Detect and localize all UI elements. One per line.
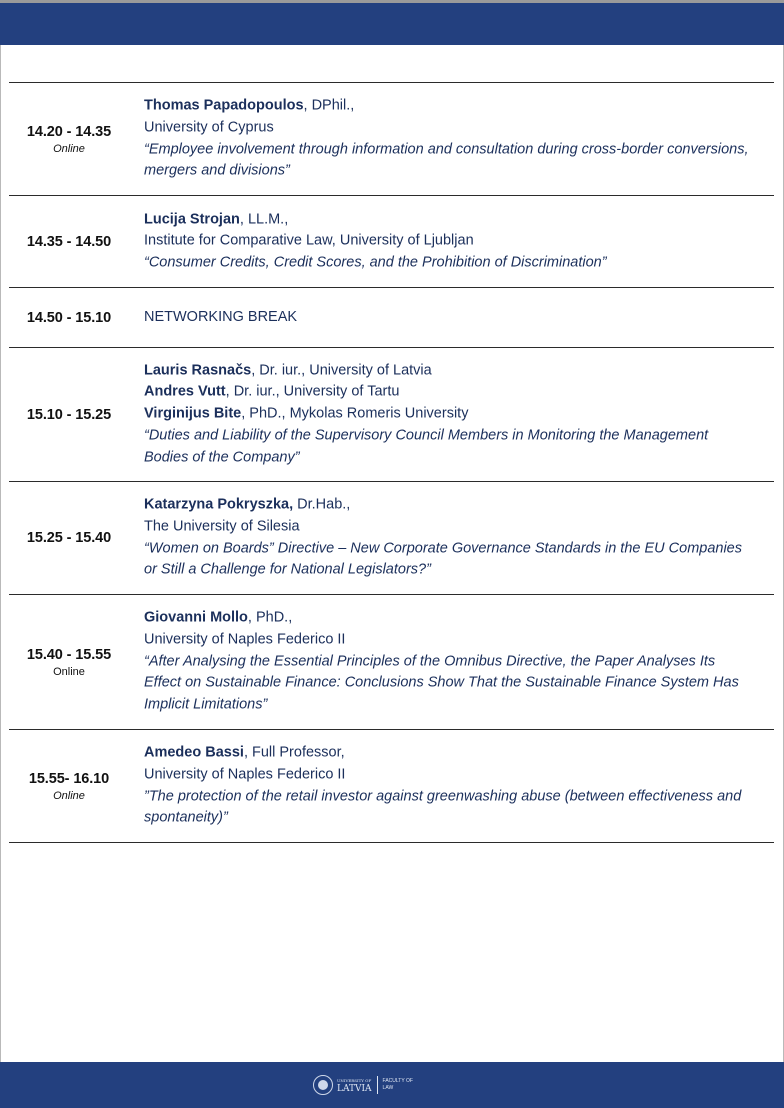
mode-label: Online [53,665,85,678]
speaker-credentials: , LL.M., [239,210,289,227]
time-cell [9,288,129,347]
affiliation: University of Cyprus [144,119,274,136]
schedule-row [9,348,774,482]
speaker-name: Katarzyna Pokryszka, [144,496,294,513]
speaker-name: Andres Vutt [144,383,226,400]
header-band [0,0,784,45]
schedule-row [9,288,774,348]
speaker-credentials: , PhD., [247,609,293,626]
schedule-table [9,82,774,843]
mode-label: Online [53,142,85,155]
speaker-credentials: Dr.Hab., [293,496,351,513]
time-cell [9,730,129,842]
time-cell [9,348,129,481]
session-details [144,307,756,329]
talk-title: “After Analysing the Essential Principles of the Omnibus Directive, the Paper Analyses Its Effect on Sustainable Finance: Conclusions Show That the Sustainable Finance System Has Implicit Limitations” [144,653,739,713]
session-details [144,209,756,274]
talk-title: “Employee involvement through information and consultation during cross-border conversions, mergers and divisions” [144,141,749,179]
speaker-name: Lucija Strojan [144,210,240,227]
talk-title: “Duties and Liability of the Supervisory Council Members in Monitoring the Management Bodies of the Company” [144,427,709,466]
speaker-credentials: , Full Professor, [243,744,345,761]
speaker-name: Amedeo Bassi [144,744,244,761]
time-cell [9,83,129,195]
session-details [144,360,756,469]
mode-label: Online [53,789,85,802]
time-cell [9,482,129,594]
university-logo [313,1071,428,1099]
speaker-name: Lauris Rasnačs [144,362,252,379]
session-details [144,95,756,182]
session-details [144,608,756,717]
affiliation: Institute for Comparative Law, University of Ljubljan [144,232,474,249]
time-slot: 14.20 - 14.35 [26,123,112,140]
logo-name: LATVIA [337,1084,372,1094]
faculty-line-1: FACULTY OF [382,1078,413,1084]
speaker-credentials: , Dr. iur., University of Latvia [251,362,432,379]
speaker-name: Giovanni Mollo [144,609,248,626]
speaker-name: Thomas Papadopoulos [144,97,304,114]
time-slot: 14.50 - 15.10 [26,309,112,326]
affiliation: University of Naples Federico II [144,631,346,648]
talk-title: “Women on Boards” Directive – New Corporate Governance Standards in the EU Companies or Still a Challenge for National Legislators?” [144,540,742,578]
time-slot: 15.40 - 15.55 [26,646,112,663]
schedule-row [9,83,774,196]
time-cell [9,595,129,729]
time-slot: 14.35 - 14.50 [26,233,112,250]
faculty-line-2: LAW [382,1085,394,1091]
logo-small-text: UNIVERSITY OF [337,1078,372,1083]
break-label: NETWORKING BREAK [144,308,298,325]
affiliation: The University of Silesia [144,518,300,535]
time-slot: 15.10 - 15.25 [26,406,112,423]
schedule-row [9,595,774,730]
speaker-credentials: , Dr. iur., University of Tartu [225,383,400,400]
talk-title: ”The protection of the retail investor against greenwashing abuse (between effectiveness and spontaneity)” [144,788,742,826]
schedule-row [9,482,774,595]
affiliation: University of Naples Federico II [144,766,346,783]
talk-title: “Consumer Credits, Credit Scores, and the Prohibition of Discrimination” [144,254,607,271]
university-seal-icon [313,1075,333,1095]
speaker-name: Virginijus Bite [144,405,242,422]
session-details [144,494,756,581]
session-details [144,742,756,829]
schedule-row [9,196,774,288]
speaker-credentials: , PhD., Mykolas Romeris University [241,405,469,422]
time-slot: 15.55- 16.10 [28,770,110,787]
logo-divider [377,1076,378,1094]
time-cell [9,196,129,287]
time-slot: 15.25 - 15.40 [26,530,112,546]
speaker-credentials: , DPhil., [303,97,355,114]
schedule-row [9,730,774,843]
